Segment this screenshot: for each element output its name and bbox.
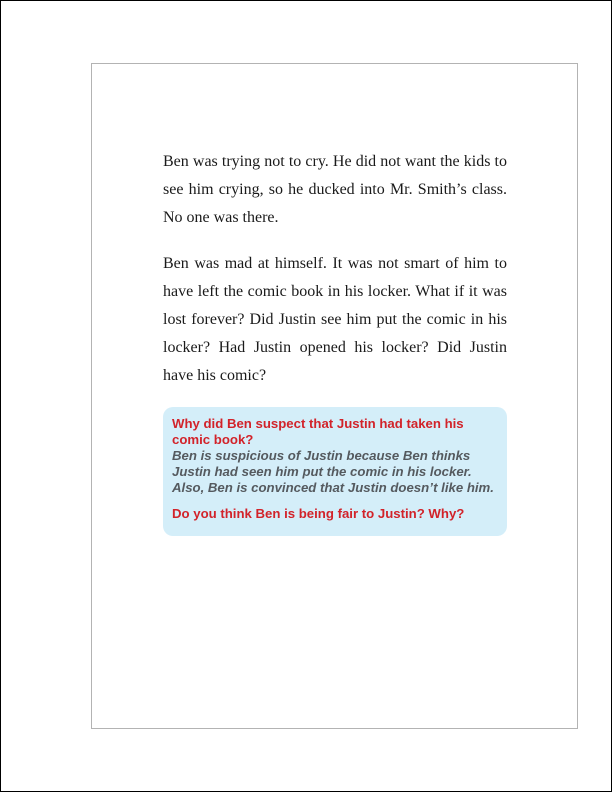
question-2: Do you think Ben is being fair to Justin? Why? (172, 506, 465, 521)
answer-1: Ben is suspicious of Justin because Ben thinks Justin had seen him put the comic in his locker. Also, Ben is convinced that Justin doesn’t like him. (172, 448, 494, 495)
story-paragraph-2: Ben was mad at himself. It was not smart of him to have left the comic book in his locker. What if it was lost forever? Did Justin see him put the comic in his locker? Had Justin opened his locker? Did Justin have his comic? (163, 255, 507, 384)
story-text (163, 148, 507, 408)
question-1: Why did Ben suspect that Justin had taken his comic book? (172, 416, 464, 447)
comprehension-question-box (163, 407, 507, 536)
story-paragraph-1: Ben was trying not to cry. He did not want the kids to see him crying, so he ducked into Mr. Smith’s class. No one was there. (163, 153, 507, 226)
